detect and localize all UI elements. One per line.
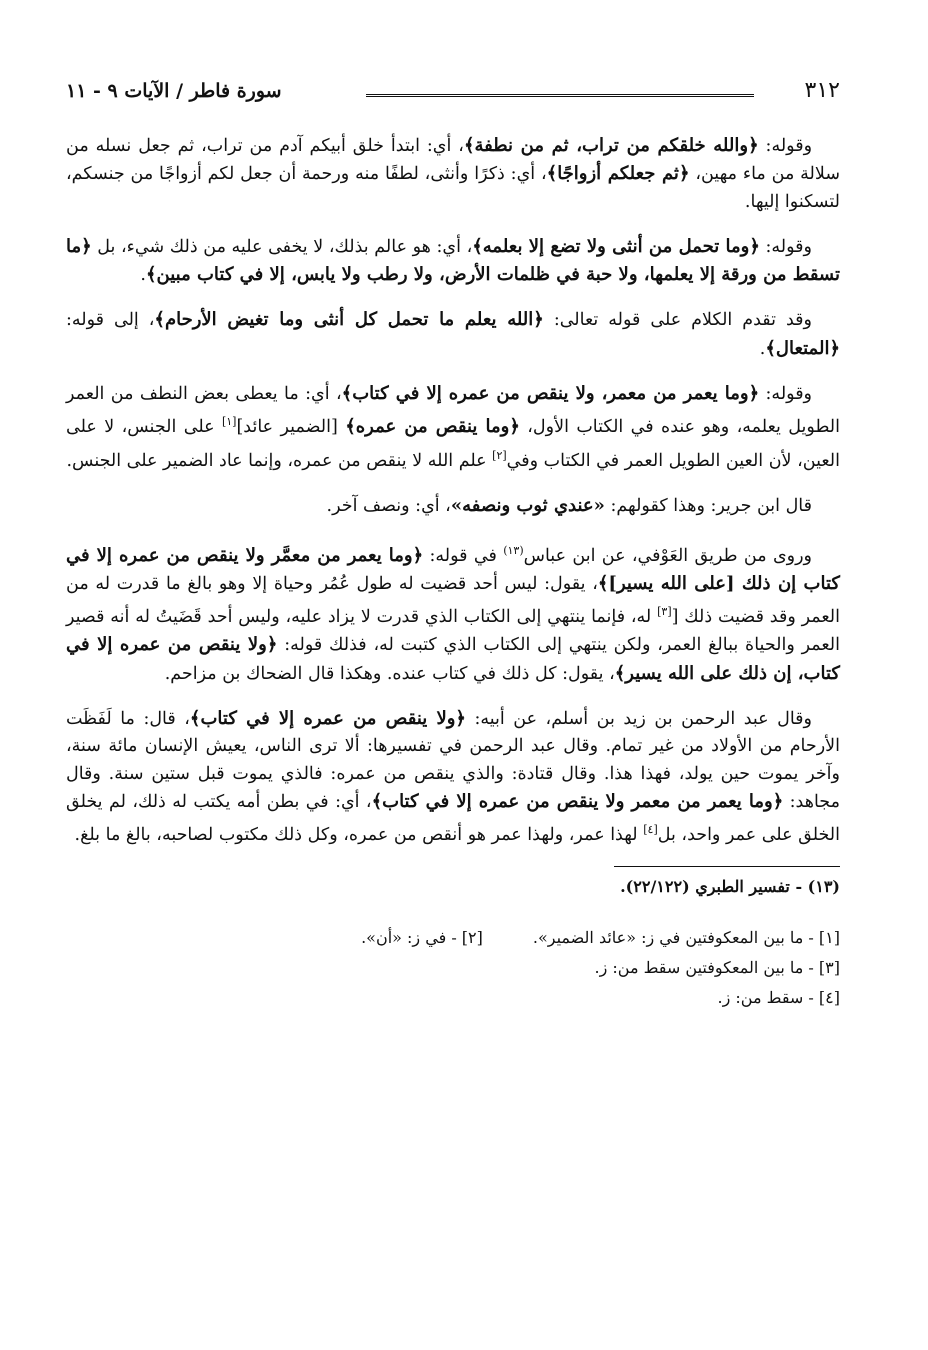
footnote-1: [١] - ما بين المعكوفتين في ز: «عائد الضمير».	[532, 928, 840, 948]
main-text	[66, 132, 840, 849]
paragraph-text: .	[140, 265, 146, 286]
paragraph-text: وقوله:	[759, 384, 813, 405]
paragraph	[66, 380, 840, 475]
paragraph-text: وقوله:	[758, 136, 813, 156]
paragraph-text: علم الله لا ينقص من عمره، وإنما عاد الضمير على الجنس.	[66, 450, 493, 471]
paragraph-text: وقال عبد الرحمن بن زيد بن أسلم، عن أبيه:	[465, 709, 812, 730]
footnote-row	[66, 953, 840, 983]
running-title: سورة فاطر / الآيات ٩ - ١١	[66, 80, 282, 102]
footnote-row	[66, 983, 840, 1013]
quran-quote: ﴿والله خلقكم من تراب، ثم من نطفة﴾	[463, 135, 759, 156]
paragraph-text: لهذا عمر، ولهذا عمر هو أنقص من عمره، وكل ذلك مكتوب لصاحبه، بالغ ما بلغ.	[74, 825, 644, 846]
quran-quote: ﴿المتعال﴾	[765, 337, 840, 359]
footnote-4: [٤] - سقط من: ز.	[717, 988, 840, 1008]
paragraph-text: وقد تقدم الكلام على قوله تعالى:	[543, 310, 812, 331]
paragraph-text: ، يقول: ليس أحد قضيت له طول عُمُر وحياة إلا وهو بالغ ما قدرت له من العمر وقد قضيت ذلك [	[66, 574, 840, 628]
paragraph-text: قال ابن جرير: وهذا كقولهم:	[604, 495, 812, 516]
footnote-ref: [٢]	[492, 448, 507, 462]
paragraph	[66, 233, 840, 290]
paragraph-text: في قوله:	[423, 545, 504, 566]
page	[66, 74, 840, 1013]
paragraph-text: ، قال: ما لَفَظَت الأرحام من الأولاد من غير تمام. وقال عبد الرحمن في تفسيرها: ألا ترى الناس، يعيش الإنسان مائة سنة، وآخر يموت حين يولد، فهذا هذا. وقال قتادة: والذي ينقص من عمره: فالذي يموت قبل ستين سنة. وقال مجاهد:	[66, 709, 840, 812]
quran-quote: «عندي ثوب ونصفه»	[450, 494, 605, 516]
footnote-ref: [١]	[221, 415, 237, 429]
paragraph-text: ، أي: ما يعطى بعض النطف من العمر الطويل يعلمه، وهو عنده في الكتاب الأول،	[66, 384, 840, 438]
paragraph-text: [الضمير عائد]	[236, 417, 346, 438]
paragraph-text: له، فإنما ينتهي إلى الكتاب الذي قدرت لا يزاد عليه، وليس أحد قَضَيتُ له أنه قصير العمر والحياة ببالغ العمر، ولكن ينتهي إلى الكتاب الذي كتبت له، فذلك قوله:	[66, 607, 840, 656]
quran-quote: ﴿وما يعمر من معمر ولا ينقص من عمره إلا في كتاب﴾	[371, 790, 784, 812]
footnote-ref: [٤]	[643, 823, 658, 837]
paragraph-text: على الجنس، لا على العين، لأن العين الطويل العمر في الكتاب وفي	[66, 417, 840, 471]
quran-quote: ﴿وما يعمر من معمَّر ولا ينقص من عمره إلا في كتاب إن ذلك [على الله يسير]﴾	[66, 544, 840, 595]
paragraph-text: ، أي: ونصف آخر.	[326, 495, 451, 516]
paragraph	[66, 705, 840, 849]
footnote-3: [٣] - ما بين المعكوفتين سقط من: ز.	[594, 958, 840, 978]
quran-quote: ﴿وما يعمر من معمر، ولا ينقص من عمره إلا في كتاب﴾	[341, 383, 760, 405]
sources-divider	[614, 866, 840, 867]
paragraph-text: ، أي: في بطن أمه يكتب له ذلك، لم يخلق الخلق على عمر واحد، بل	[66, 791, 840, 846]
paragraph-text: ، أي: ذكرًا وأنثى، لطفًا منه ورحمة أن جعل لكم أزواجًا من جنسكم، لتسكنوا إليها.	[66, 164, 840, 212]
paragraph-text: .	[759, 338, 766, 359]
header-rule	[366, 94, 754, 100]
paragraph-text: ، إلى قوله:	[66, 310, 155, 331]
paragraph	[66, 492, 840, 520]
quran-quote: ﴿وما ينقص من عمره﴾	[345, 416, 520, 438]
paragraph	[66, 132, 840, 216]
quran-quote: ﴿ما تسقط من ورقة إلا يعلمها، ولا حبة في ظلمات الأرض، ولا رطب ولا يابس، إلا في كتاب مبين﴾	[66, 235, 840, 286]
quran-quote: ﴿ولا ينقص من عمره إلا في كتاب، إن ذلك على الله يسير﴾	[66, 634, 840, 684]
quran-quote: ﴿ثم جعلكم أزواجًا﴾	[546, 163, 690, 185]
quran-quote: ﴿ولا ينقص من عمره إلا في كتاب﴾	[189, 708, 466, 730]
paragraph	[66, 306, 840, 363]
paragraph-text: وروى من طريق العَوْفي، عن ابن عباس	[523, 545, 813, 566]
footnote-ref: (١٣)	[503, 543, 524, 557]
paragraph-text: ، يقول: كل ذلك في كتاب عنده. وهكذا قال الضحاك بن مزاحم.	[164, 663, 615, 684]
quran-quote: ﴿الله يعلم ما تحمل كل أنثى وما تغيض الأرحام﴾	[154, 309, 544, 331]
paragraph	[66, 537, 840, 688]
paragraph-text: وقوله:	[759, 236, 812, 257]
page-header	[66, 74, 840, 114]
footnote-row	[66, 923, 840, 953]
page-number: ٣١٢	[804, 78, 840, 103]
source-note: (١٣) - تفسير الطبري (٢٢/١٢٢).	[620, 877, 840, 897]
paragraph-text: ، أي: ابتدأ خلق أبيكم آدم من تراب، ثم جعل نسله من سلالة من ماء مهين،	[66, 136, 840, 185]
paragraph-text: ، أي: هو عالم بذلك، لا يخفى عليه من ذلك شيء، بل	[91, 236, 473, 257]
footnote-ref: [٣]	[657, 605, 672, 619]
footnote-2: [٢] - في ز: «أن».	[361, 928, 483, 948]
quran-quote: ﴿وما تحمل من أنثى ولا تضع إلا بعلمه﴾	[472, 235, 760, 257]
footnotes	[66, 923, 840, 1013]
